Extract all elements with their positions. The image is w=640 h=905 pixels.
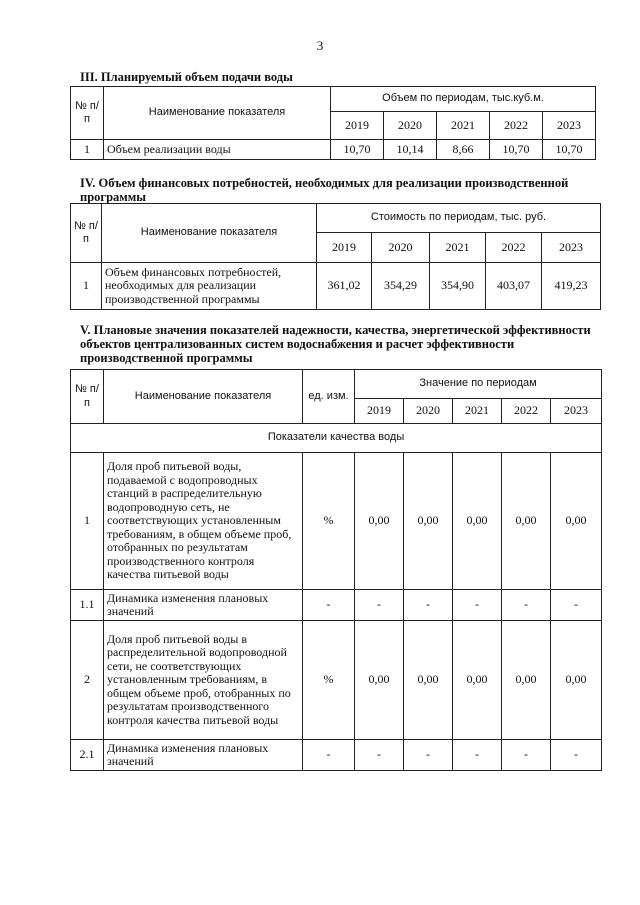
row-value: - <box>502 590 551 621</box>
year-header: 2023 <box>551 399 602 424</box>
row-unit: % <box>303 621 355 740</box>
row-value: 354,29 <box>372 263 430 310</box>
year-header: 2020 <box>384 112 437 140</box>
row-value: 0,00 <box>551 453 602 590</box>
col-name-header: Наименование показателя <box>104 370 303 424</box>
row-value: 10,14 <box>384 140 437 160</box>
row-value: 354,90 <box>430 263 486 310</box>
row-name: Доля проб питьевой воды в распределительной водопроводной сети, не соответствующих установленным требованиям, в общем объеме проб, отобранных по результатам производственного контроля качества питьевой воды <box>104 621 303 740</box>
year-header: 2021 <box>430 233 486 263</box>
table-row <box>71 453 602 590</box>
col-num-header: № п/п <box>71 204 102 263</box>
row-unit: - <box>303 590 355 621</box>
year-header: 2020 <box>372 233 430 263</box>
year-header: 2019 <box>355 399 404 424</box>
row-num: 1 <box>71 453 104 590</box>
table-row <box>71 263 601 310</box>
section-5-heading: V. Плановые значения показателей надежности, качества, энергетической эффективности объектов централизованных систем водоснабжения и расчет эффективности производственной программы <box>80 323 591 365</box>
row-value: 0,00 <box>404 453 453 590</box>
row-value: - <box>551 740 602 771</box>
quality-indicators-table <box>70 369 602 771</box>
water-supply-table <box>70 86 596 160</box>
row-value: - <box>404 590 453 621</box>
row-value: 0,00 <box>404 621 453 740</box>
year-header: 2020 <box>404 399 453 424</box>
table-row <box>71 140 596 160</box>
col-unit-header: ед. изм. <box>303 370 355 424</box>
row-value: 0,00 <box>453 621 502 740</box>
row-name: Объем финансовых потребностей, необходимых для реализации производственной программы <box>102 263 317 310</box>
year-header: 2022 <box>490 112 543 140</box>
row-name: Динамика изменения плановых значений <box>104 590 303 621</box>
year-header: 2023 <box>543 112 596 140</box>
row-value: - <box>355 740 404 771</box>
row-value: 403,07 <box>486 263 542 310</box>
table-row <box>71 590 602 621</box>
row-num: 1 <box>71 263 102 310</box>
row-value: 361,02 <box>317 263 372 310</box>
period-header: Стоимость по периодам, тыс. руб. <box>317 204 601 233</box>
period-header: Значение по периодам <box>355 370 602 399</box>
row-value: 0,00 <box>355 621 404 740</box>
year-header: 2022 <box>502 399 551 424</box>
section-4-heading: IV. Объем финансовых потребностей, необходимых для реализации производственной программы <box>80 176 569 204</box>
row-value: 0,00 <box>453 453 502 590</box>
row-value: 10,70 <box>331 140 384 160</box>
row-value: 10,70 <box>543 140 596 160</box>
year-header: 2021 <box>453 399 502 424</box>
col-name-header: Наименование показателя <box>102 204 317 263</box>
col-num-header: № п/п <box>71 370 104 424</box>
row-num: 1 <box>71 140 104 160</box>
row-value: 8,66 <box>437 140 490 160</box>
financial-needs-table <box>70 203 601 310</box>
row-value: - <box>453 590 502 621</box>
row-value: - <box>551 590 602 621</box>
row-value: 0,00 <box>551 621 602 740</box>
col-name-header: Наименование показателя <box>104 87 331 140</box>
group-label: Показатели качества воды <box>71 424 602 453</box>
row-num: 2 <box>71 621 104 740</box>
year-header: 2019 <box>331 112 384 140</box>
row-name: Доля проб питьевой воды, подаваемой с водопроводных станций в распределительную водопроводную сеть, не соответствующих установленным требованиям, в общем объеме проб, отобранных по результатам производственного контроля качества питьевой воды <box>104 453 303 590</box>
year-header: 2022 <box>486 233 542 263</box>
row-value: 10,70 <box>490 140 543 160</box>
table-row <box>71 621 602 740</box>
row-value: - <box>453 740 502 771</box>
page-number: 3 <box>316 38 324 53</box>
row-value: - <box>404 740 453 771</box>
year-header: 2019 <box>317 233 372 263</box>
row-value: - <box>355 590 404 621</box>
table-row <box>71 740 602 771</box>
row-value: 0,00 <box>502 621 551 740</box>
year-header: 2023 <box>542 233 601 263</box>
row-name: Динамика изменения плановых значений <box>104 740 303 771</box>
row-value: 0,00 <box>502 453 551 590</box>
col-num-header: № п/п <box>71 87 104 140</box>
row-unit: % <box>303 453 355 590</box>
period-header: Объем по периодам, тыс.куб.м. <box>331 87 596 112</box>
row-unit: - <box>303 740 355 771</box>
row-value: 419,23 <box>542 263 601 310</box>
row-name: Объем реализации воды <box>104 140 331 160</box>
row-num: 1.1 <box>71 590 104 621</box>
section-3-heading: III. Планируемый объем подачи воды <box>80 70 293 84</box>
row-value: 0,00 <box>355 453 404 590</box>
year-header: 2021 <box>437 112 490 140</box>
row-value: - <box>502 740 551 771</box>
row-num: 2.1 <box>71 740 104 771</box>
